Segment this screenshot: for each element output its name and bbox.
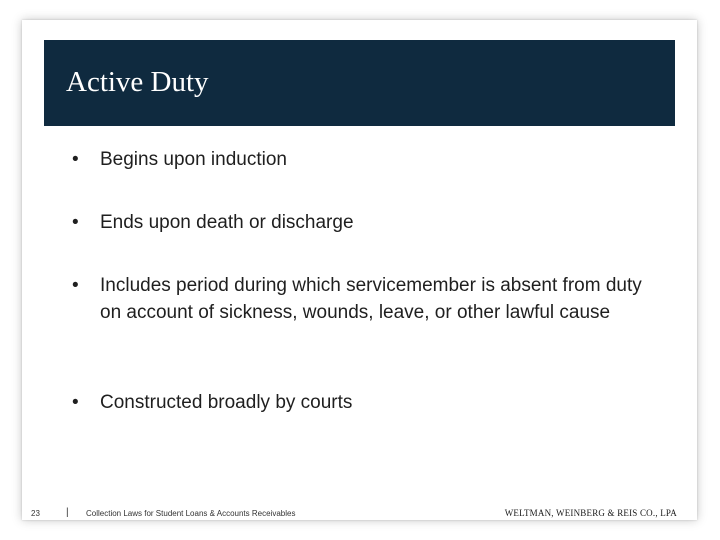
bullet-text: Includes period during which servicemember is absent from duty on account of sickness, wounds, leave, or other lawful cause	[100, 275, 642, 323]
bullet-marker: •	[72, 212, 79, 233]
bullet-item	[72, 389, 652, 416]
bullet-marker: •	[72, 392, 79, 413]
bullet-marker: •	[72, 275, 79, 296]
slide-title: Active Duty	[66, 66, 209, 98]
page-number: 23	[31, 509, 40, 518]
footer-course-title: Collection Laws for Student Loans & Accounts Receivables	[86, 509, 296, 518]
bullet-item	[72, 209, 652, 236]
title-bar	[44, 40, 675, 126]
bullet-text: Constructed broadly by courts	[100, 392, 353, 413]
bullet-text: Ends upon death or discharge	[100, 212, 354, 233]
bullet-item	[72, 272, 652, 326]
bullet-item	[72, 146, 652, 173]
bullet-text: Begins upon induction	[100, 149, 287, 170]
footer-firm-name: WELTMAN, WEINBERG & REIS CO., LPA	[504, 508, 677, 518]
bullet-marker: •	[72, 149, 79, 170]
footer-separator: |	[66, 507, 69, 518]
